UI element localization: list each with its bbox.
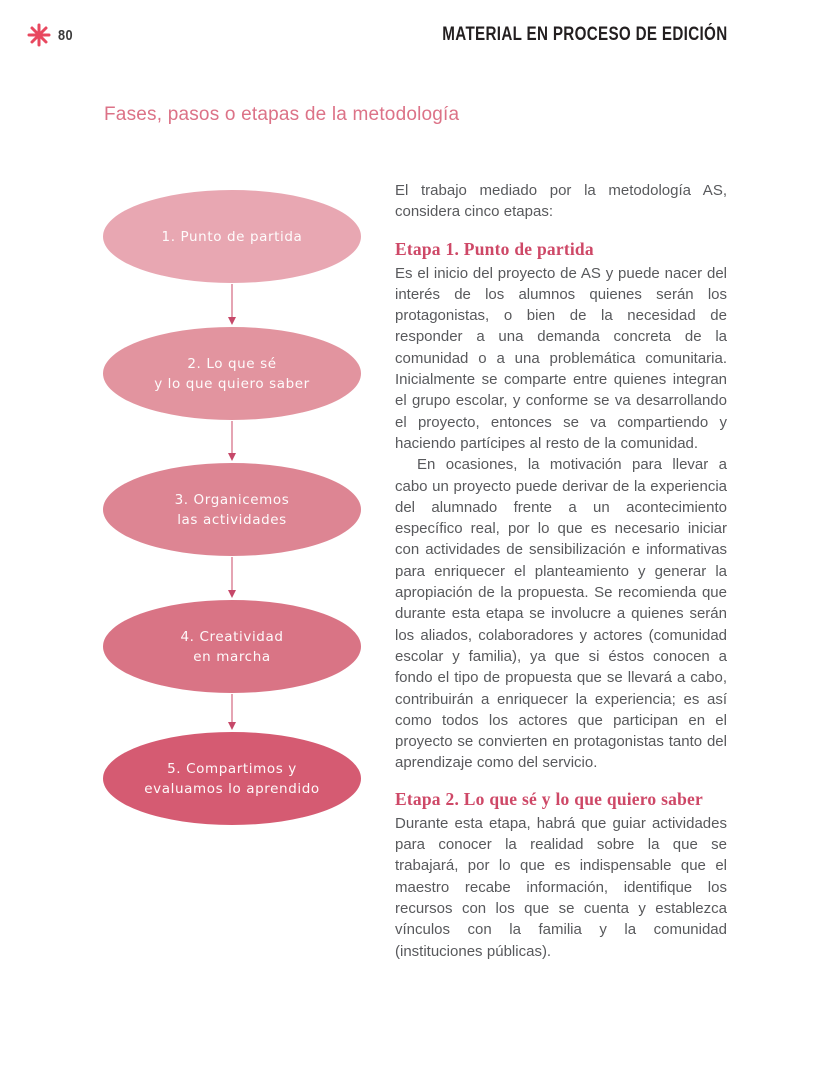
flow-step-4-label-2: en marcha: [193, 648, 271, 665]
flow-step-2-label: 2. Lo que sé: [187, 355, 277, 372]
flow-step-5-label-2: evaluamos lo aprendido: [144, 780, 320, 797]
document-status-title: MATERIAL EN PROCESO DE EDICIÓN: [441, 24, 727, 45]
flow-step-2: [103, 327, 361, 420]
page-title: Fases, pasos o etapas de la metodología: [104, 104, 460, 125]
methodology-flowchart: [103, 190, 361, 830]
flow-step-5-label: 5. Compartimos y: [167, 760, 297, 777]
flow-step-1: [103, 190, 361, 283]
intro-paragraph: El trabajo mediado por la metodología AS, considera cinco etapas:: [395, 182, 727, 221]
down-arrow-icon: [226, 694, 238, 731]
flow-step-3-label: 3. Organicemos: [174, 491, 290, 508]
etapa-2-paragraph-1: Durante esta etapa, habrá que guiar actividades para conocer la realidad sobre la que se trabajará, por lo que es indispensable que el maestro recabe información, identifique los recursos con los que se cuenta y establezca vínculos con la familia y la comunidad (instituciones públicas).: [395, 814, 727, 960]
section-heading-etapa-1: Etapa 1. Punto de partida: [395, 238, 594, 259]
asterisk-flower-icon: [26, 22, 52, 48]
flow-step-3-label-2: las actividades: [177, 511, 287, 528]
etapa-1-paragraph-1: Es el inicio del proyecto de AS y puede nacer del interés de los alumnos quienes serán los protagonistas, o bien de la necesidad de responder a una demanda concreta de la comunidad o a una problemática comunitaria. Inicialmente se comparte entre quienes integran el grupo escolar, y conforme se va desarrollando el proyecto, entonces se va compartiendo y haciendo partícipes al resto de la comunidad.: [395, 264, 727, 452]
flow-step-1-label: 1. Punto de partida: [161, 228, 303, 245]
flow-step-3: [103, 463, 361, 556]
article-column: [395, 180, 727, 962]
section-heading-etapa-2: Etapa 2. Lo que sé y lo que quiero saber: [395, 788, 703, 809]
page-header: [0, 0, 828, 60]
flow-step-2-label-2: y lo que quiero saber: [154, 375, 310, 392]
etapa-1-paragraph-2: En ocasiones, la motivación para llevar a cabo un proyecto puede derivar de la experiencia del alumnado frente a un acontecimiento específico real, por lo que es necesario iniciar con actividades de sensibilización e informativas para enriquecer el planteamiento y generar la apropiación de la propuesta. Se recomienda que durante esta etapa se involucre a quienes serán los aliados, colaboradores y actores (comunidad escolar y familia), ya que si éstos conocen a fondo el tipo de propuesta que se llevará a cabo, contribuirán a enriquecer la experiencia; es así como todos los actores que participan en el proyecto se convierten en protagonistas tanto del aprendizaje como del servicio.: [395, 456, 727, 772]
flow-step-4-label: 4. Creatividad: [180, 628, 284, 645]
down-arrow-icon: [226, 421, 238, 462]
down-arrow-icon: [226, 284, 238, 326]
flow-step-4: [103, 600, 361, 693]
flow-step-5: [103, 732, 361, 825]
page-number: 80: [58, 27, 74, 44]
down-arrow-icon: [226, 557, 238, 599]
